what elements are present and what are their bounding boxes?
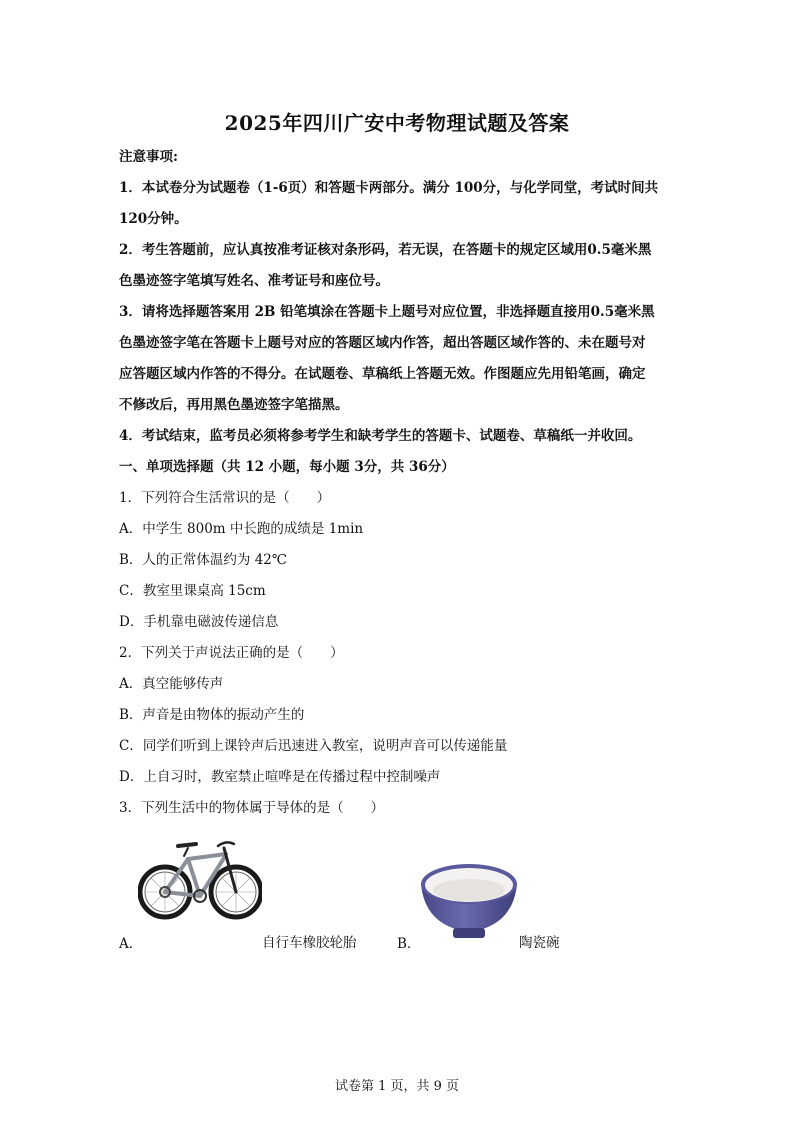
notice-heading: 注意事项: [119,149,178,165]
option-caption: 自行车橡胶轮胎 [262,935,357,951]
question-option: A．中学生 800m 中长跑的成绩是 1min [119,521,364,537]
bicycle-icon [138,834,262,924]
question-stem: 2．下列关于声说法正确的是（ ） [119,645,344,661]
bowl-icon [419,860,519,942]
question-option: C．教室里课桌高 15cm [119,583,266,599]
question-option: D．上自习时，教室禁止喧哗是在传播过程中控制噪声 [119,769,441,785]
question-stem: 1．下列符合生活常识的是（ ） [119,490,331,506]
question-option: C．同学们听到上课铃声后迅速进入教室，说明声音可以传递能量 [119,738,508,754]
notice-line: 色墨迹签字笔在答题卡上题号对应的答题区域内作答，超出答题区域作答的、未在题号对 [119,335,646,351]
option-caption: 陶瓷碗 [519,935,560,951]
question-option: A．真空能够传声 [119,676,224,692]
option-letter: B． [397,936,421,952]
notice-line: 120分钟。 [119,211,188,227]
notice-line: 色墨迹签字笔填写姓名、准考证号和座位号。 [119,273,389,289]
document-title: 2025年四川广安中考物理试题及答案 [224,111,570,135]
question-stem: 3．下列生活中的物体属于导体的是（ ） [119,800,385,816]
notice-line: 1．本试卷分为试题卷（1-6页）和答题卡两部分。满分 100分，与化学同堂，考试时间共 [119,180,659,196]
option-letter: A． [119,936,143,952]
question-option: B．声音是由物体的振动产生的 [119,707,305,723]
notice-line: 4．考试结束，监考员必须将参考学生和缺考学生的答题卡、试题卷、草稿纸一并收回。 [119,428,642,444]
notice-line: 3．请将选择题答案用 2B 铅笔填涂在答题卡上题号对应位置，非选择题直接用0.5毫米黑 [119,304,655,320]
notice-line: 2．考生答题前，应认真按准考证核对条形码，若无误，在答题卡的规定区域用0.5毫米黑 [119,242,652,258]
question-option: D．手机靠电磁波传递信息 [119,614,279,630]
notice-line: 应答题区域内作答的不得分。在试题卷、草稿纸上答题无效。作图题应先用铅笔画，确定 [119,366,646,382]
question-option: B．人的正常体温约为 42℃ [119,552,287,568]
section-heading: 一、单项选择题（共 12 小题，每小题 3分，共 36分） [119,459,455,475]
page-footer: 试卷第 1 页，共 9 页 [334,1079,460,1094]
notice-line: 不修改后，再用黑色墨迹签字笔描黑。 [119,397,349,413]
